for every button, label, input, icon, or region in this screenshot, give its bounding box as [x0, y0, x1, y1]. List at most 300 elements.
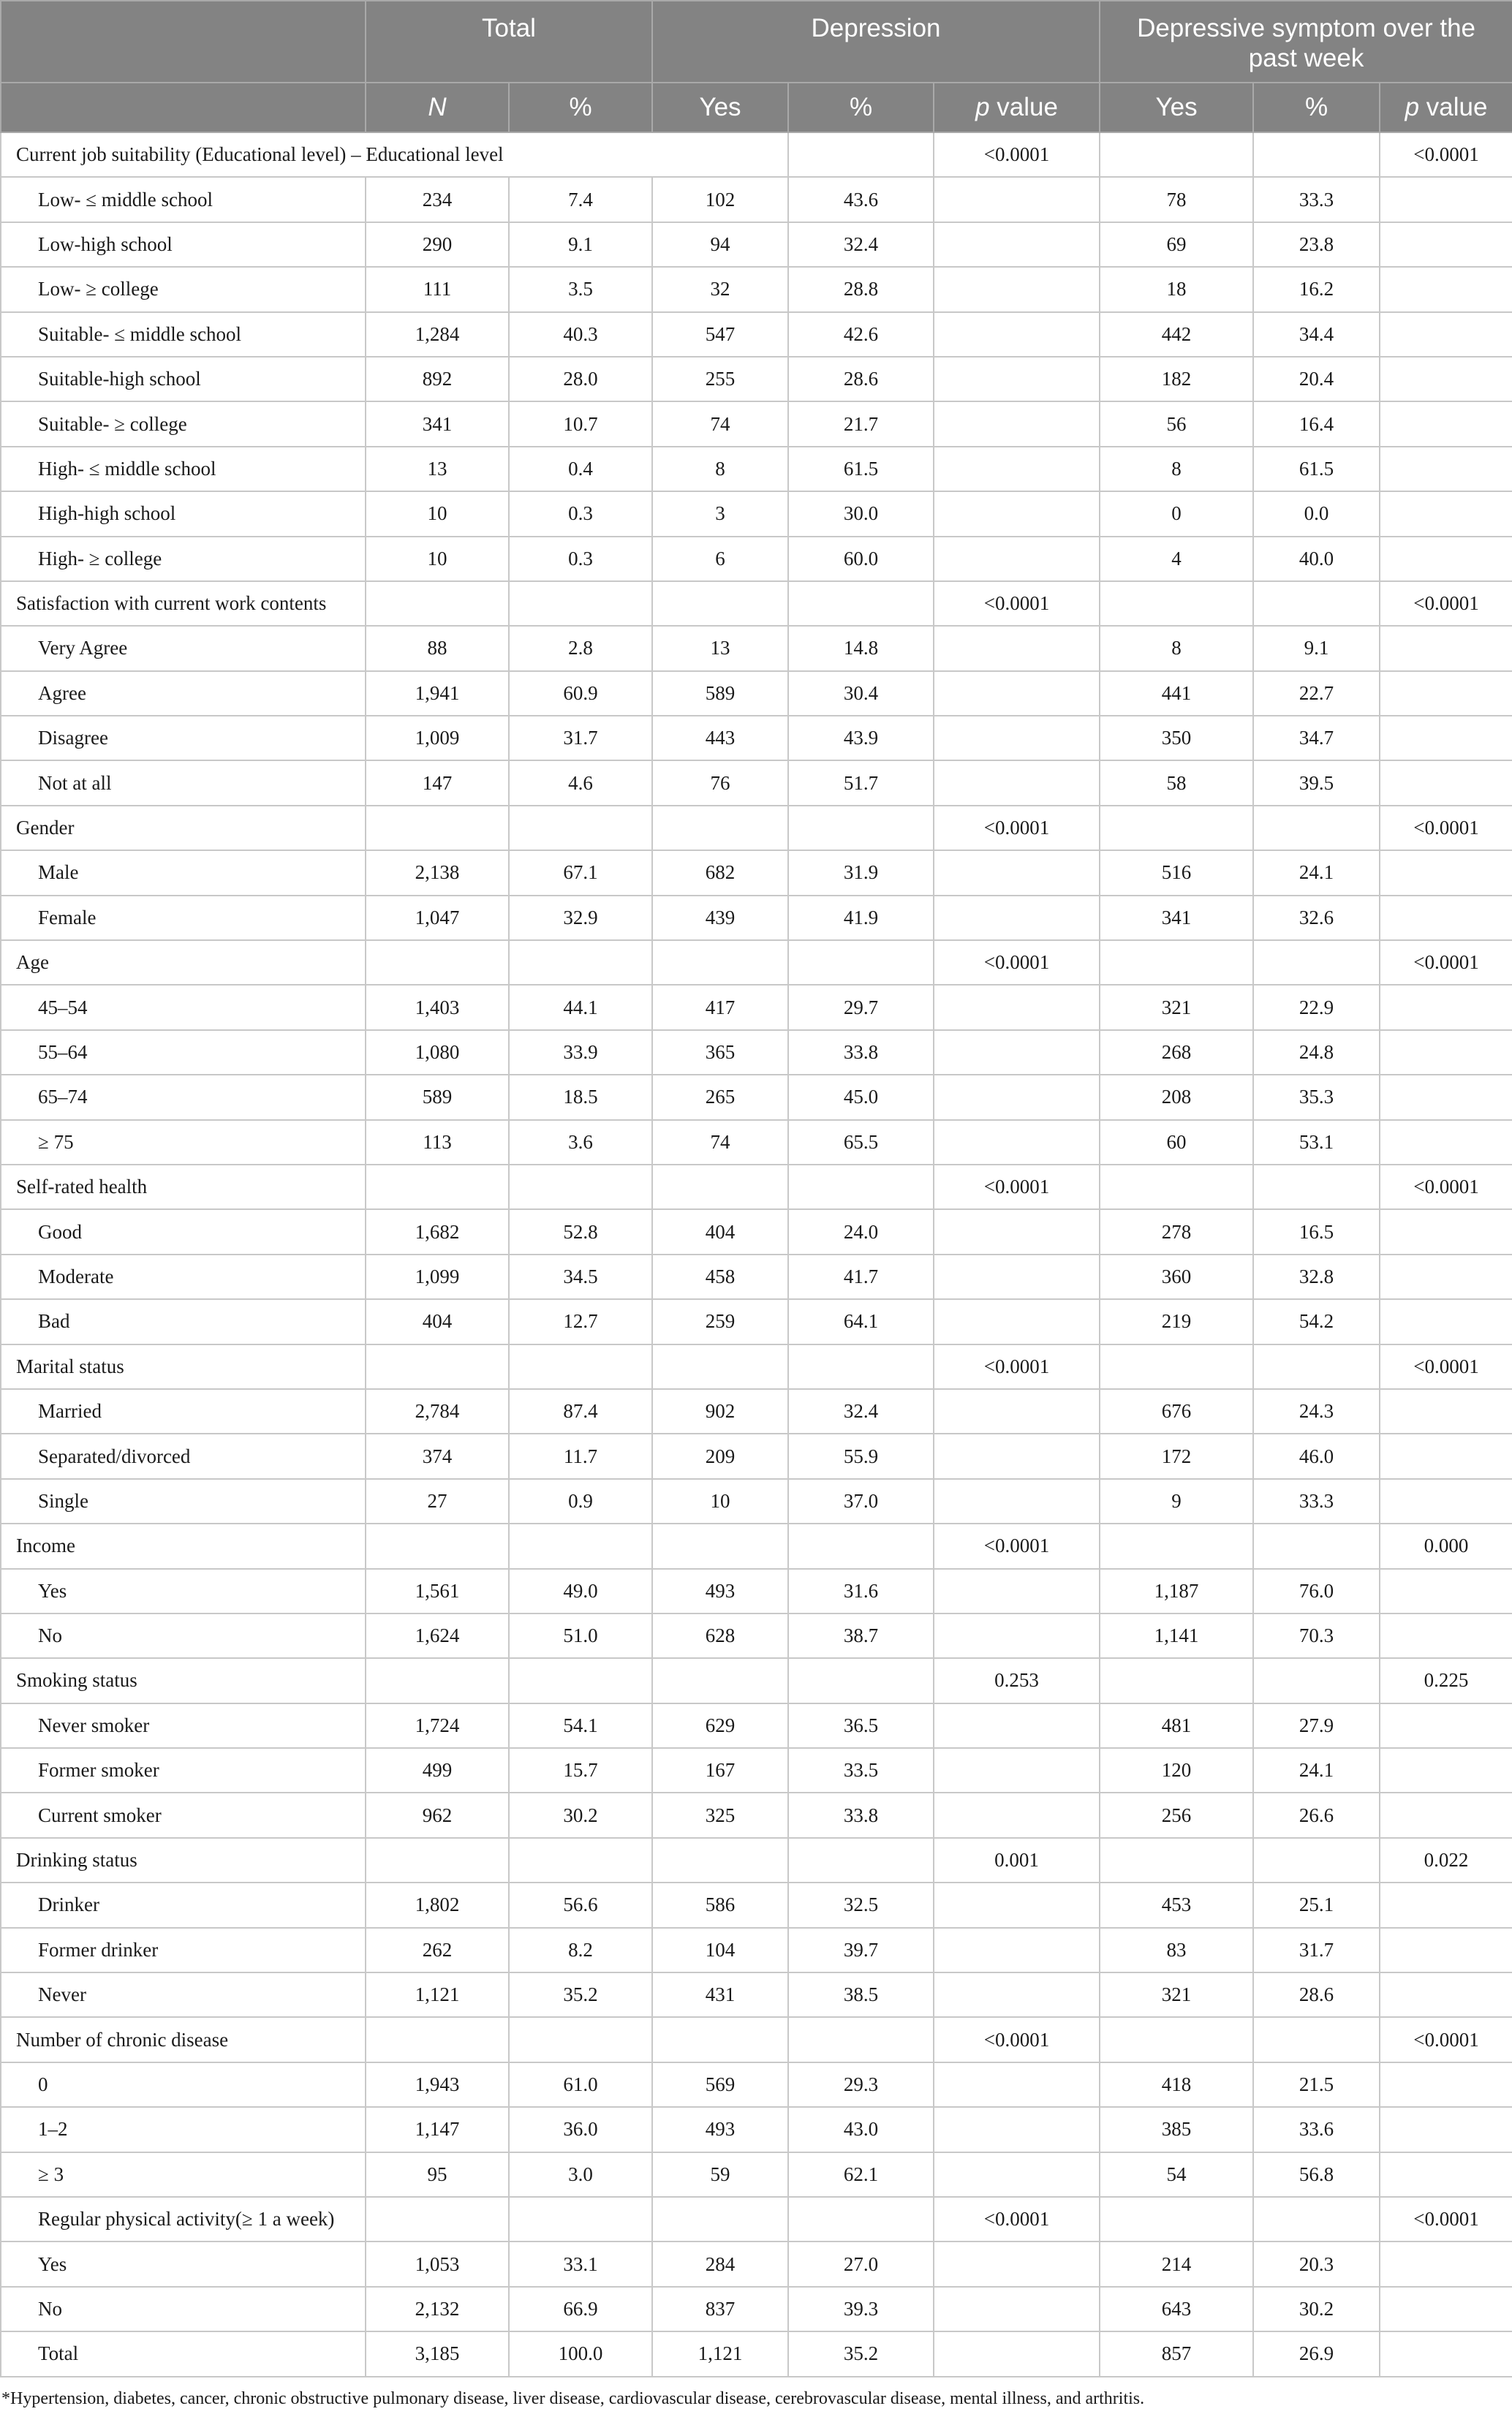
table-row	[1, 1748, 1512, 1793]
cell-dep-pct: 62.1	[788, 2152, 934, 2197]
table-row	[1, 1972, 1512, 2017]
table-row	[1, 2062, 1512, 2107]
cell-dep-pct: 38.7	[788, 1613, 934, 1658]
cell-pct: 0.3	[509, 537, 652, 581]
cell-dep-pvalue	[934, 222, 1100, 267]
cell-dep-yes: 902	[652, 1389, 788, 1434]
cell-dep-yes: 259	[652, 1299, 788, 1344]
cell-dep-pct: 27.0	[788, 2241, 934, 2286]
header-sym-p-letter: p	[1405, 93, 1420, 121]
cell-sym-pct: 46.0	[1253, 1434, 1380, 1478]
cell-pct: 44.1	[509, 985, 652, 1029]
cell-pct	[509, 1838, 652, 1883]
cell-n: 2,138	[366, 850, 509, 895]
cell-pct: 60.9	[509, 671, 652, 716]
cell-n	[366, 940, 509, 985]
cell-sym-pct	[1253, 1344, 1380, 1389]
cell-dep-yes	[652, 581, 788, 626]
table-row	[1, 1793, 1512, 1837]
cell-sym-yes: 182	[1100, 357, 1253, 401]
cell-dep-pct: 28.6	[788, 357, 934, 401]
cell-sym-yes: 172	[1100, 1434, 1253, 1478]
row-label: 45–54	[1, 985, 366, 1029]
row-label: Not at all	[1, 760, 366, 805]
row-label: 55–64	[1, 1030, 366, 1075]
cell-dep-yes: 59	[652, 2152, 788, 2197]
cell-dep-pct: 32.5	[788, 1883, 934, 1927]
cell-dep-pct: 39.3	[788, 2287, 934, 2331]
cell-dep-yes: 569	[652, 2062, 788, 2107]
cell-dep-pct: 28.8	[788, 267, 934, 311]
table-row	[1, 1389, 1512, 1434]
cell-dep-pvalue	[934, 357, 1100, 401]
cell-n: 962	[366, 1793, 509, 1837]
cell-sym-yes: 58	[1100, 760, 1253, 805]
cell-dep-pct: 45.0	[788, 1075, 934, 1119]
cell-sym-yes: 385	[1100, 2107, 1253, 2152]
cell-dep-pct: 65.5	[788, 1120, 934, 1165]
cell-sym-pvalue: <0.0001	[1380, 940, 1512, 985]
row-label: High- ≥ college	[1, 537, 366, 581]
cell-pct: 33.1	[509, 2241, 652, 2286]
cell-pct: 52.8	[509, 1209, 652, 1254]
row-label: 1–2	[1, 2107, 366, 2152]
cell-dep-pvalue	[934, 1255, 1100, 1299]
header-total: Total	[366, 1, 652, 83]
cell-dep-yes: 32	[652, 267, 788, 311]
cell-dep-pvalue	[934, 2241, 1100, 2286]
cell-sym-yes: 83	[1100, 1928, 1253, 1972]
cell-dep-pvalue	[934, 401, 1100, 446]
category-row	[1, 2017, 1512, 2062]
category-row	[1, 132, 1512, 177]
cell-dep-pvalue	[934, 716, 1100, 760]
cell-n: 1,009	[366, 716, 509, 760]
cell-sym-pvalue	[1380, 896, 1512, 940]
cell-dep-pct	[788, 1658, 934, 1703]
table-row	[1, 1120, 1512, 1165]
cell-pct: 0.4	[509, 447, 652, 491]
cell-sym-pct: 22.9	[1253, 985, 1380, 1029]
table-row	[1, 1030, 1512, 1075]
cell-dep-pvalue	[934, 2062, 1100, 2107]
header-n: N	[366, 83, 509, 132]
cell-dep-pct: 64.1	[788, 1299, 934, 1344]
table-row	[1, 2152, 1512, 2197]
cell-sym-pvalue	[1380, 1075, 1512, 1119]
cell-n: 589	[366, 1075, 509, 1119]
cell-sym-pvalue	[1380, 1255, 1512, 1299]
cell-dep-yes: 547	[652, 312, 788, 357]
row-label: No	[1, 1613, 366, 1658]
cell-pct: 7.4	[509, 177, 652, 222]
row-label: Male	[1, 850, 366, 895]
cell-dep-yes: 365	[652, 1030, 788, 1075]
cell-dep-yes: 102	[652, 177, 788, 222]
cell-pct	[509, 2017, 652, 2062]
cell-dep-yes: 94	[652, 222, 788, 267]
cell-dep-pct: 29.3	[788, 2062, 934, 2107]
cell-sym-pct	[1253, 1838, 1380, 1883]
cell-dep-pct: 33.5	[788, 1748, 934, 1793]
cell-sym-pvalue	[1380, 985, 1512, 1029]
cell-dep-yes	[652, 806, 788, 850]
category-row	[1, 940, 1512, 985]
cell-dep-yes: 6	[652, 537, 788, 581]
row-label: Disagree	[1, 716, 366, 760]
table-row	[1, 850, 1512, 895]
cell-pct: 40.3	[509, 312, 652, 357]
cell-sym-yes	[1100, 2017, 1253, 2062]
cell-sym-yes	[1100, 132, 1253, 177]
cell-sym-yes	[1100, 1344, 1253, 1389]
cell-pct	[509, 1165, 652, 1209]
cell-sym-yes: 321	[1100, 985, 1253, 1029]
cell-sym-pvalue	[1380, 626, 1512, 670]
cell-n: 1,099	[366, 1255, 509, 1299]
category-label: Number of chronic disease	[1, 2017, 366, 2062]
row-label: Married	[1, 1389, 366, 1434]
cell-n: 1,403	[366, 985, 509, 1029]
cell-n: 1,080	[366, 1030, 509, 1075]
cell-dep-pct: 37.0	[788, 1479, 934, 1524]
table-row	[1, 1255, 1512, 1299]
cell-sym-pct: 24.1	[1253, 850, 1380, 895]
cell-dep-pvalue	[934, 2287, 1100, 2331]
row-label: Single	[1, 1479, 366, 1524]
cell-pct	[509, 940, 652, 985]
cell-sym-pvalue	[1380, 1613, 1512, 1658]
cell-sym-yes: 8	[1100, 626, 1253, 670]
cell-sym-pvalue: <0.0001	[1380, 2017, 1512, 2062]
cell-dep-pvalue	[934, 177, 1100, 222]
cell-dep-pvalue: 0.001	[934, 1838, 1100, 1883]
table-row	[1, 2287, 1512, 2331]
cell-dep-pvalue: <0.0001	[934, 940, 1100, 985]
category-row	[1, 581, 1512, 626]
row-label: Good	[1, 1209, 366, 1254]
cell-n	[366, 581, 509, 626]
cell-sym-pvalue	[1380, 671, 1512, 716]
cell-dep-yes: 1,121	[652, 2331, 788, 2376]
table-row	[1, 671, 1512, 716]
row-label: Never smoker	[1, 1703, 366, 1748]
cell-n: 1,053	[366, 2241, 509, 2286]
table-row	[1, 716, 1512, 760]
cell-n: 2,132	[366, 2287, 509, 2331]
cell-sym-pct: 40.0	[1253, 537, 1380, 581]
cell-dep-pvalue	[934, 1209, 1100, 1254]
category-row	[1, 1344, 1512, 1389]
cell-sym-pvalue	[1380, 2152, 1512, 2197]
cell-sym-yes: 78	[1100, 177, 1253, 222]
cell-n: 88	[366, 626, 509, 670]
cell-sym-yes: 481	[1100, 1703, 1253, 1748]
cell-dep-pct: 43.9	[788, 716, 934, 760]
cell-dep-pct: 32.4	[788, 1389, 934, 1434]
cell-n: 13	[366, 447, 509, 491]
cell-dep-pct: 43.6	[788, 177, 934, 222]
cell-sym-pvalue	[1380, 1703, 1512, 1748]
category-label: Self-rated health	[1, 1165, 366, 1209]
cell-sym-pct: 20.4	[1253, 357, 1380, 401]
cell-dep-pct	[788, 940, 934, 985]
cell-n: 1,561	[366, 1569, 509, 1613]
cell-sym-pvalue: <0.0001	[1380, 806, 1512, 850]
table-row	[1, 1209, 1512, 1254]
cell-pct: 34.5	[509, 1255, 652, 1299]
table-row	[1, 626, 1512, 670]
cell-n: 1,047	[366, 896, 509, 940]
cell-dep-pvalue	[934, 2331, 1100, 2376]
cell-n: 113	[366, 1120, 509, 1165]
cell-n	[366, 806, 509, 850]
cell-pct: 15.7	[509, 1748, 652, 1793]
cell-pct	[509, 1524, 652, 1568]
cell-sym-pct	[1253, 581, 1380, 626]
cell-sym-pvalue	[1380, 2062, 1512, 2107]
cell-sym-yes: 278	[1100, 1209, 1253, 1254]
cell-n: 95	[366, 2152, 509, 2197]
category-row	[1, 1658, 1512, 1703]
cell-sym-yes: 219	[1100, 1299, 1253, 1344]
cell-dep-pvalue	[934, 1883, 1100, 1927]
header-blank-sub	[1, 83, 366, 132]
cell-pct: 3.6	[509, 1120, 652, 1165]
cell-sym-pvalue	[1380, 401, 1512, 446]
cell-dep-yes: 74	[652, 1120, 788, 1165]
cell-sym-pct: 9.1	[1253, 626, 1380, 670]
cell-sym-pct: 25.1	[1253, 1883, 1380, 1927]
row-label: Low- ≤ middle school	[1, 177, 366, 222]
cell-dep-pvalue	[934, 267, 1100, 311]
cell-pct: 0.3	[509, 491, 652, 536]
cell-dep-pvalue	[934, 985, 1100, 1029]
cell-dep-pct	[788, 1344, 934, 1389]
cell-dep-yes: 209	[652, 1434, 788, 1478]
table-row	[1, 447, 1512, 491]
cell-dep-yes: 586	[652, 1883, 788, 1927]
footnote: *Hypertension, diabetes, cancer, chronic obstructive pulmonary disease, liver disease, cardiovascular disease, cerebrovascular disease, mental illness, and arthritis.	[1, 2389, 1145, 2408]
cell-dep-yes: 629	[652, 1703, 788, 1748]
cell-sym-pvalue	[1380, 2241, 1512, 2286]
cell-sym-pct: 35.3	[1253, 1075, 1380, 1119]
row-label: ≥ 3	[1, 2152, 366, 2197]
cell-sym-yes	[1100, 1838, 1253, 1883]
row-label: Very Agree	[1, 626, 366, 670]
cell-dep-yes: 8	[652, 447, 788, 491]
cell-sym-pct	[1253, 1524, 1380, 1568]
row-label: Separated/divorced	[1, 1434, 366, 1478]
cell-dep-yes	[652, 1524, 788, 1568]
row-label: High- ≤ middle school	[1, 447, 366, 491]
cell-sym-pct: 0.0	[1253, 491, 1380, 536]
cell-n: 111	[366, 267, 509, 311]
table-row	[1, 2331, 1512, 2376]
cell-sym-pct: 34.7	[1253, 716, 1380, 760]
cell-dep-pvalue	[934, 1972, 1100, 2017]
category-label: Current job suitability (Educational level) – Educational level	[1, 132, 788, 177]
cell-n	[366, 1658, 509, 1703]
cell-sym-pct: 26.9	[1253, 2331, 1380, 2376]
category-row	[1, 1838, 1512, 1883]
row-label: Never	[1, 1972, 366, 2017]
cell-sym-yes: 56	[1100, 401, 1253, 446]
cell-dep-yes: 10	[652, 1479, 788, 1524]
cell-sym-yes: 9	[1100, 1479, 1253, 1524]
row-label: Suitable-high school	[1, 357, 366, 401]
cell-sym-pvalue: <0.0001	[1380, 581, 1512, 626]
cell-dep-pvalue	[934, 1299, 1100, 1344]
cell-pct: 100.0	[509, 2331, 652, 2376]
cell-pct: 9.1	[509, 222, 652, 267]
cell-pct: 18.5	[509, 1075, 652, 1119]
cell-sym-pvalue: <0.0001	[1380, 1165, 1512, 1209]
cell-dep-pct: 36.5	[788, 1703, 934, 1748]
cell-dep-pvalue	[934, 626, 1100, 670]
cell-pct: 66.9	[509, 2287, 652, 2331]
table-row	[1, 1883, 1512, 1927]
cell-dep-yes	[652, 1658, 788, 1703]
row-label: No	[1, 2287, 366, 2331]
cell-sym-pct: 30.2	[1253, 2287, 1380, 2331]
table-row	[1, 1075, 1512, 1119]
cell-sym-yes: 643	[1100, 2287, 1253, 2331]
cell-dep-yes	[652, 1344, 788, 1389]
header-dep-yes: Yes	[652, 83, 788, 132]
cell-dep-pvalue	[934, 1434, 1100, 1478]
category-label: Gender	[1, 806, 366, 850]
cell-sym-pvalue	[1380, 1209, 1512, 1254]
cell-pct	[509, 2197, 652, 2241]
cell-dep-pct: 38.5	[788, 1972, 934, 2017]
row-label: Suitable- ≤ middle school	[1, 312, 366, 357]
cell-pct: 49.0	[509, 1569, 652, 1613]
cell-dep-pvalue: <0.0001	[934, 2197, 1100, 2241]
cell-sym-pvalue	[1380, 357, 1512, 401]
cell-sym-pct: 31.7	[1253, 1928, 1380, 1972]
cell-dep-pct: 60.0	[788, 537, 934, 581]
table-row	[1, 1613, 1512, 1658]
cell-sym-pct: 16.2	[1253, 267, 1380, 311]
cell-sym-yes: 857	[1100, 2331, 1253, 2376]
cell-sym-pvalue	[1380, 2287, 1512, 2331]
cell-sym-pct: 76.0	[1253, 1569, 1380, 1613]
cell-dep-pct: 29.7	[788, 985, 934, 1029]
cell-dep-pct: 51.7	[788, 760, 934, 805]
cell-dep-pvalue: 0.253	[934, 1658, 1100, 1703]
cell-dep-pvalue	[934, 760, 1100, 805]
cell-n: 234	[366, 177, 509, 222]
cell-n	[366, 1524, 509, 1568]
cell-n	[366, 1165, 509, 1209]
cell-dep-pct: 30.4	[788, 671, 934, 716]
cell-dep-pvalue: <0.0001	[934, 806, 1100, 850]
cell-dep-pct: 31.9	[788, 850, 934, 895]
header-dep-p-letter: p	[975, 93, 990, 121]
cell-sym-yes: 214	[1100, 2241, 1253, 2286]
cell-sym-pct: 61.5	[1253, 447, 1380, 491]
table-body	[1, 132, 1512, 2377]
cell-dep-pct: 35.2	[788, 2331, 934, 2376]
cell-dep-yes: 404	[652, 1209, 788, 1254]
table-row	[1, 1569, 1512, 1613]
cell-sym-yes: 676	[1100, 1389, 1253, 1434]
table-row	[1, 1479, 1512, 1524]
row-label: Current smoker	[1, 1793, 366, 1837]
cell-sym-yes	[1100, 581, 1253, 626]
cell-dep-yes	[652, 2197, 788, 2241]
cell-sym-pct: 27.9	[1253, 1703, 1380, 1748]
cell-sym-pvalue: <0.0001	[1380, 2197, 1512, 2241]
header-depressive-symptom: Depressive symptom over the past week	[1100, 1, 1512, 83]
cell-dep-yes: 458	[652, 1255, 788, 1299]
category-label: Age	[1, 940, 366, 985]
row-label: Total	[1, 2331, 366, 2376]
cell-dep-yes	[652, 940, 788, 985]
cell-sym-pvalue: 0.022	[1380, 1838, 1512, 1883]
category-label: Smoking status	[1, 1658, 366, 1703]
cell-sym-pvalue	[1380, 267, 1512, 311]
row-label: Regular physical activity(≥ 1 a week)	[1, 2197, 366, 2241]
cell-dep-pct	[788, 806, 934, 850]
row-label: Low-high school	[1, 222, 366, 267]
cell-n: 27	[366, 1479, 509, 1524]
cell-sym-pct	[1253, 1165, 1380, 1209]
cell-sym-yes: 268	[1100, 1030, 1253, 1075]
cell-dep-pct: 41.7	[788, 1255, 934, 1299]
cell-dep-pct	[788, 1524, 934, 1568]
cell-pct: 56.6	[509, 1883, 652, 1927]
cell-sym-pct: 53.1	[1253, 1120, 1380, 1165]
cell-pct	[509, 1658, 652, 1703]
cell-sym-pct	[1253, 806, 1380, 850]
cell-pct: 28.0	[509, 357, 652, 401]
cell-sym-pvalue	[1380, 1972, 1512, 2017]
cell-dep-pct: 30.0	[788, 491, 934, 536]
cell-sym-pct: 32.6	[1253, 896, 1380, 940]
cell-dep-pvalue: <0.0001	[934, 2017, 1100, 2062]
cell-sym-pvalue	[1380, 1030, 1512, 1075]
category-label: Drinking status	[1, 1838, 366, 1883]
cell-sym-pvalue	[1380, 2331, 1512, 2376]
cell-n: 1,682	[366, 1209, 509, 1254]
cell-pct: 67.1	[509, 850, 652, 895]
cell-dep-pvalue	[934, 1748, 1100, 1793]
cell-dep-pct: 55.9	[788, 1434, 934, 1478]
cell-dep-yes: 76	[652, 760, 788, 805]
row-label: Yes	[1, 1569, 366, 1613]
cell-sym-pct: 28.6	[1253, 1972, 1380, 2017]
cell-dep-pct	[788, 132, 934, 177]
table-row	[1, 1434, 1512, 1478]
category-label: Marital status	[1, 1344, 366, 1389]
cell-pct: 54.1	[509, 1703, 652, 1748]
cell-sym-yes: 208	[1100, 1075, 1253, 1119]
cell-dep-pct	[788, 1165, 934, 1209]
header-total-pct: %	[509, 83, 652, 132]
cell-dep-pct: 42.6	[788, 312, 934, 357]
cell-n: 10	[366, 537, 509, 581]
table-row	[1, 2241, 1512, 2286]
cell-sym-pct: 26.6	[1253, 1793, 1380, 1837]
cell-n: 290	[366, 222, 509, 267]
cell-sym-pct	[1253, 2197, 1380, 2241]
cell-dep-pvalue	[934, 1703, 1100, 1748]
cell-sym-pvalue	[1380, 1389, 1512, 1434]
cell-sym-yes: 418	[1100, 2062, 1253, 2107]
header-depression: Depression	[652, 1, 1100, 83]
